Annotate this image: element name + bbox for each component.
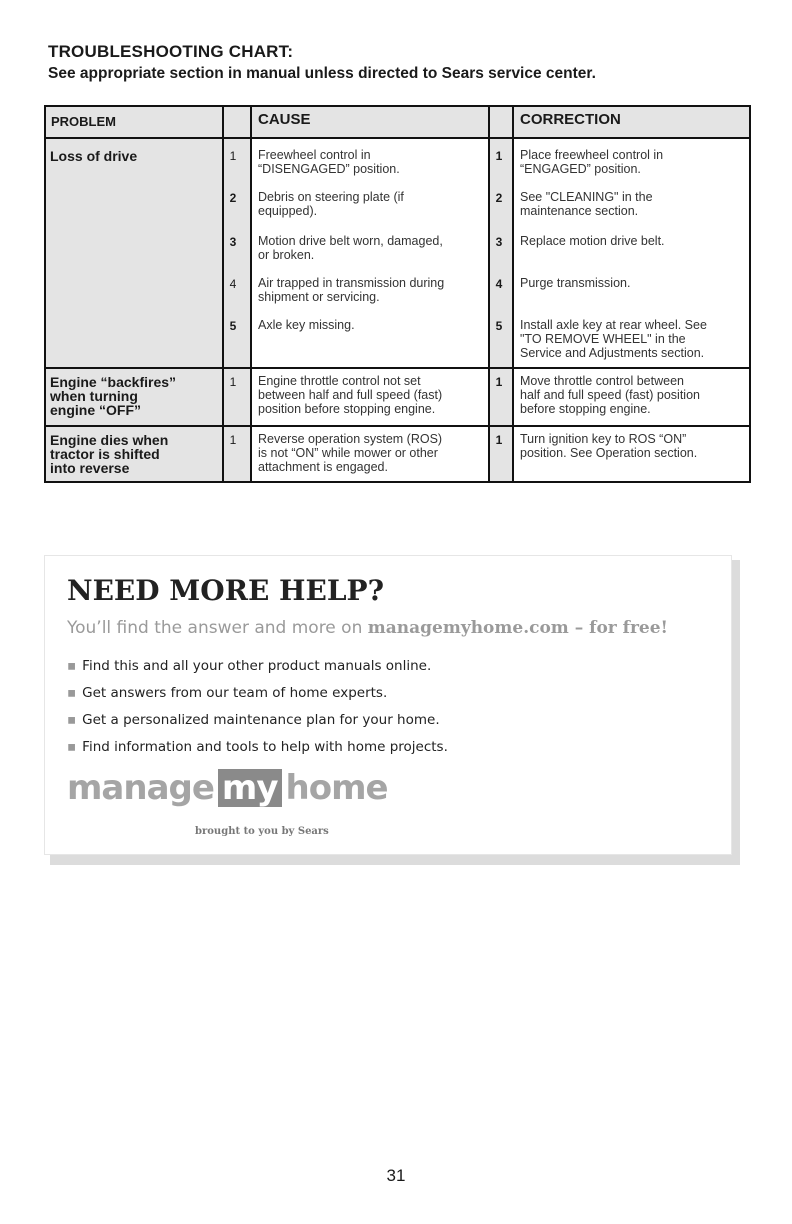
cause-text: Axle key missing. xyxy=(258,318,355,332)
troubleshooting-subtitle: See appropriate section in manual unless directed to Sears service center. xyxy=(48,65,596,82)
cause-number: 2 xyxy=(229,191,237,205)
help-box-shadow xyxy=(732,560,740,865)
need-more-help-box xyxy=(44,555,732,855)
header-cause: CAUSE xyxy=(258,111,311,128)
correction-number: 1 xyxy=(495,375,503,389)
cause-text: Debris on steering plate (if equipped). xyxy=(258,190,404,218)
cause-number: 1 xyxy=(229,433,237,447)
list-item: ▪ Get a personalized maintenance plan for your home. xyxy=(67,712,440,728)
help-box-shadow xyxy=(50,855,740,865)
managemyhome-logo: manage my home xyxy=(67,768,388,808)
problem-engine-dies: Engine dies when tractor is shifted into reverse xyxy=(50,432,169,476)
cause-number: 1 xyxy=(229,149,237,163)
correction-text: Move throttle control between half and full speed (fast) position before stopping engine. xyxy=(520,374,700,416)
troubleshooting-table xyxy=(44,105,751,483)
correction-text: Turn ignition key to ROS “ON” position. See Operation section. xyxy=(520,432,698,460)
troubleshooting-title: TROUBLESHOOTING CHART: xyxy=(48,42,294,61)
problem-loss-of-drive: Loss of drive xyxy=(50,148,138,164)
cause-text: Motion drive belt worn, damaged, or broken. xyxy=(258,234,443,262)
correction-text: Place freewheel control in “ENGAGED” position. xyxy=(520,148,664,176)
brought-by-sears: brought to you by Sears xyxy=(195,826,329,837)
need-more-help-subtitle: You’ll find the answer and more on managemyhome.com – for free! xyxy=(67,618,669,638)
need-more-help-title: NEED MORE HELP? xyxy=(67,574,384,607)
site-link[interactable]: managemyhome.com xyxy=(367,618,569,638)
list-item: ▪ Find information and tools to help with home projects. xyxy=(67,739,448,755)
correction-text: See "CLEANING" in the maintenance section. xyxy=(520,190,653,218)
cause-text: Freewheel control in “DISENGAGED” position. xyxy=(258,148,400,176)
cause-text: Reverse operation system (ROS) is not “ON” while mower or other attachment is engaged. xyxy=(258,432,443,474)
correction-number: 1 xyxy=(495,149,503,163)
list-item: ▪ Find this and all your other product manuals online. xyxy=(67,658,432,674)
cause-text: Engine throttle control not set between half and full speed (fast) position before stopping engine. xyxy=(258,374,443,416)
correction-number: 4 xyxy=(495,277,503,291)
cause-number: 1 xyxy=(229,375,237,389)
header-problem: PROBLEM xyxy=(51,114,116,129)
cause-text: Air trapped in transmission during shipment or servicing. xyxy=(258,276,445,304)
list-item: ▪ Get answers from our team of home experts. xyxy=(67,685,388,701)
page-number: 31 xyxy=(386,1166,406,1185)
cause-number: 3 xyxy=(229,235,237,249)
correction-text: Purge transmission. xyxy=(520,276,631,290)
correction-number: 3 xyxy=(495,235,503,249)
correction-text: Install axle key at rear wheel. See "TO REMOVE WHEEL" in the Service and Adjustments section. xyxy=(520,318,707,360)
correction-number: 1 xyxy=(495,433,503,447)
correction-number: 5 xyxy=(495,319,503,333)
cause-number: 5 xyxy=(229,319,237,333)
cause-number: 4 xyxy=(229,277,237,291)
problem-engine-backfires: Engine “backfires” when turning engine “OFF” xyxy=(50,374,177,418)
header-correction: CORRECTION xyxy=(520,111,621,128)
correction-number: 2 xyxy=(495,191,503,205)
correction-text: Replace motion drive belt. xyxy=(520,234,665,248)
